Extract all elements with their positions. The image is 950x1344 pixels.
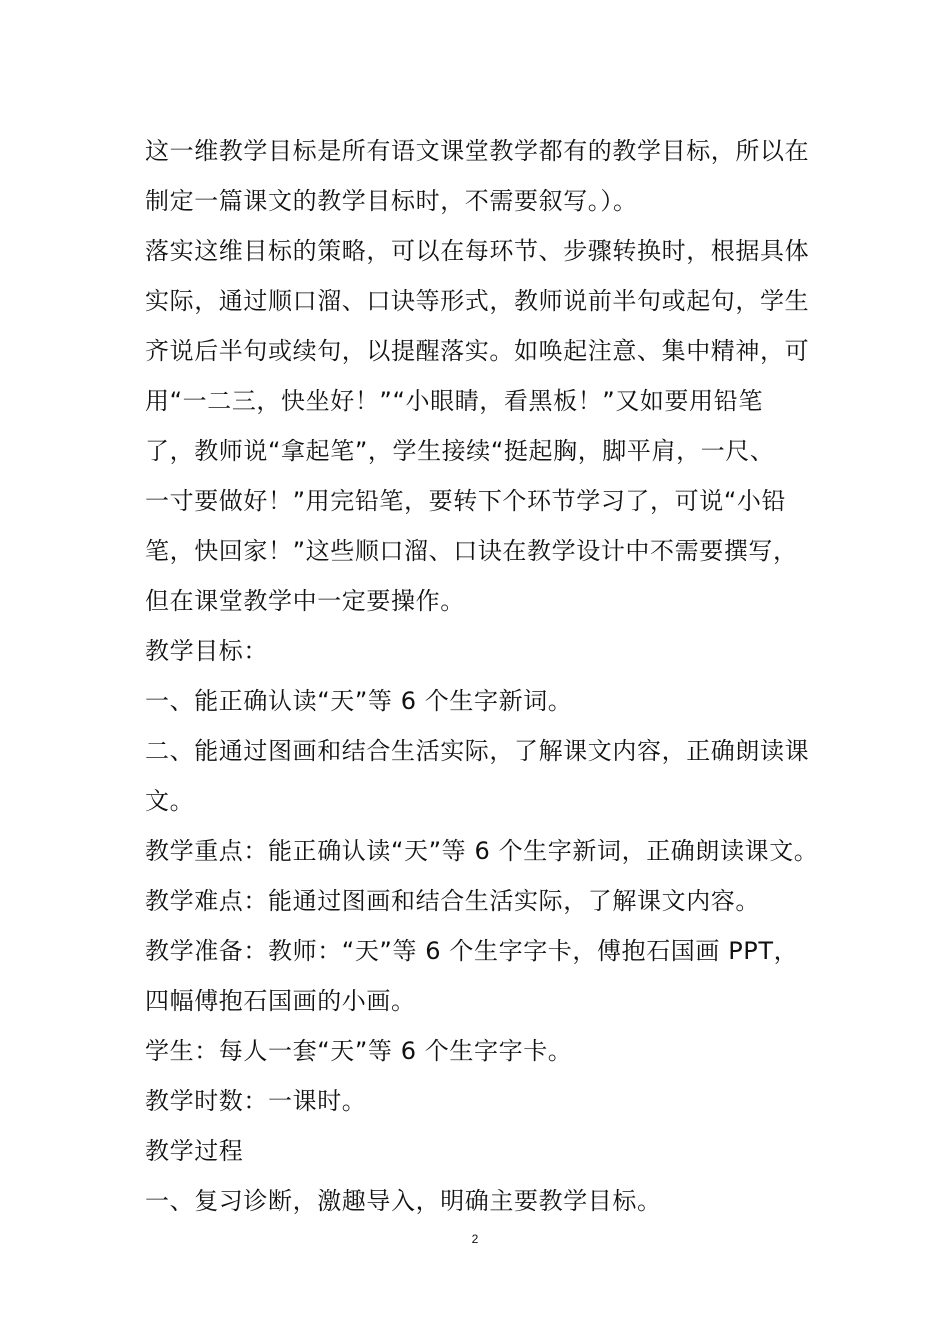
text-line: 但在课堂教学中一定要操作。: [145, 587, 465, 615]
text-line: 用“一二三，快坐好！”“小眼睛，看黑板！”又如要用铅笔: [145, 387, 763, 415]
text-line: 一、能正确认读“天”等 6 个生字新词。: [145, 687, 573, 715]
text-line: 了，教师说“拿起笔”，学生接续“挺起胸，脚平肩，一尺、: [145, 437, 775, 465]
text-line: 这一维教学目标是所有语文课堂教学都有的教学目标，所以在: [145, 137, 810, 165]
text-line: 一寸要做好！”用完铅笔，要转下个环节学习了，可说“小铅: [145, 487, 787, 515]
text-line: 文。: [145, 787, 195, 815]
text-line: 一、复习诊断，激趣导入，明确主要教学目标。: [145, 1187, 662, 1215]
text-line: 二、能通过图画和结合生活实际，了解课文内容，正确朗读课: [145, 737, 810, 765]
text-line: 落实这维目标的策略，可以在每环节、步骤转换时，根据具体: [145, 237, 810, 265]
text-line: 笔，快回家！”这些顺口溜、口诀在教学设计中不需要撰写，: [145, 537, 798, 565]
text-line: 齐说后半句或续句，以提醒落实。如唤起注意、集中精神，可: [145, 337, 810, 365]
text-line: 教学重点：能正确认读“天”等 6 个生字新词，正确朗读课文。: [145, 837, 819, 865]
text-line: 实际，通过顺口溜、口诀等形式，教师说前半句或起句，学生: [145, 287, 810, 315]
text-line: 教学准备：教师：“天”等 6 个生字字卡，傅抱石国画 PPT，: [145, 937, 799, 965]
section-heading: 教学过程: [145, 1137, 244, 1165]
text-line: 制定一篇课文的教学目标时，不需要叙写。）。: [145, 187, 638, 215]
text-line: 教学时数：一课时。: [145, 1087, 367, 1115]
text-line: 四幅傅抱石国画的小画。: [145, 987, 416, 1015]
page-number: 2: [471, 1232, 479, 1246]
section-heading: 教学目标：: [145, 637, 268, 665]
text-line: 教学难点：能通过图画和结合生活实际，了解课文内容。: [145, 887, 760, 915]
text-line: 学生：每人一套“天”等 6 个生字字卡。: [145, 1037, 573, 1065]
